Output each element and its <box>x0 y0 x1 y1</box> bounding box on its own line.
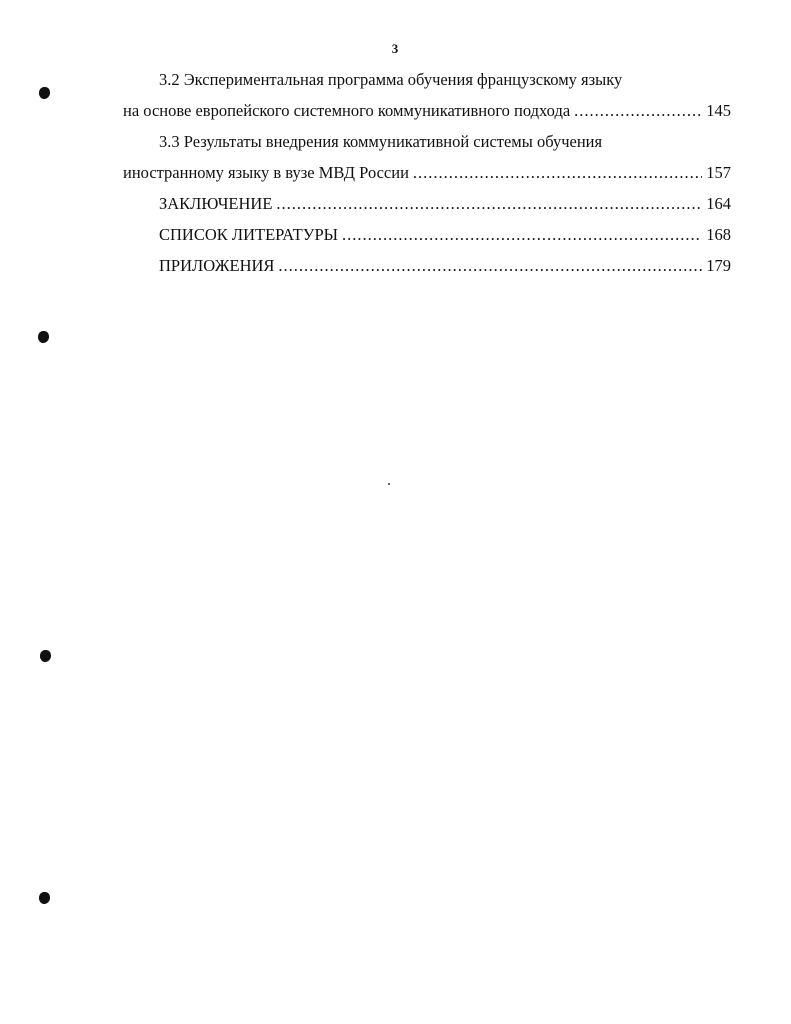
toc-entry-3-2-page: 145 <box>706 101 731 120</box>
punch-hole-mark <box>38 331 49 343</box>
scan-speck <box>388 483 390 485</box>
dot-leader <box>276 188 702 219</box>
toc-entry-3-2-title: 3.2 Экспериментальная программа обучения французскому языку <box>159 70 623 89</box>
toc-entry-references-page: 168 <box>706 225 731 244</box>
table-of-contents <box>123 64 731 281</box>
toc-entry-conclusion-page: 164 <box>706 194 731 213</box>
toc-entry-3-3-continuation-line <box>123 157 731 188</box>
toc-entry-appendices <box>123 250 731 281</box>
toc-entry-appendices-label: ПРИЛОЖЕНИЯ <box>159 256 275 275</box>
dot-leader <box>342 219 702 250</box>
toc-entry-3-2-continuation: на основе европейского системного коммуникативного подхода <box>123 101 571 120</box>
toc-entry-3-2 <box>123 64 731 126</box>
page-number: 3 <box>391 41 399 56</box>
punch-hole-mark <box>39 87 50 99</box>
toc-entry-3-2-continuation-line <box>123 95 731 126</box>
toc-entry-appendices-page: 179 <box>706 256 731 275</box>
toc-entry-references-label: СПИСОК ЛИТЕРАТУРЫ <box>159 225 339 244</box>
toc-entry-conclusion-label: ЗАКЛЮЧЕНИЕ <box>159 194 273 213</box>
toc-entry-3-3-continuation: иностранному языку в вузе МВД России <box>123 163 409 182</box>
toc-entry-conclusion <box>123 188 731 219</box>
punch-hole-mark <box>39 892 50 904</box>
toc-entry-references <box>123 219 731 250</box>
dot-leader <box>574 95 702 126</box>
toc-entry-3-3-title-line <box>123 126 731 157</box>
toc-entry-3-3 <box>123 126 731 188</box>
punch-hole-mark <box>40 650 51 662</box>
toc-entry-3-3-title: 3.3 Результаты внедрения коммуникативной системы обучения <box>159 132 603 151</box>
toc-entry-3-3-page: 157 <box>706 163 731 182</box>
dot-leader <box>278 250 702 281</box>
dot-leader <box>413 157 702 188</box>
toc-entry-3-2-title-line <box>123 64 731 95</box>
